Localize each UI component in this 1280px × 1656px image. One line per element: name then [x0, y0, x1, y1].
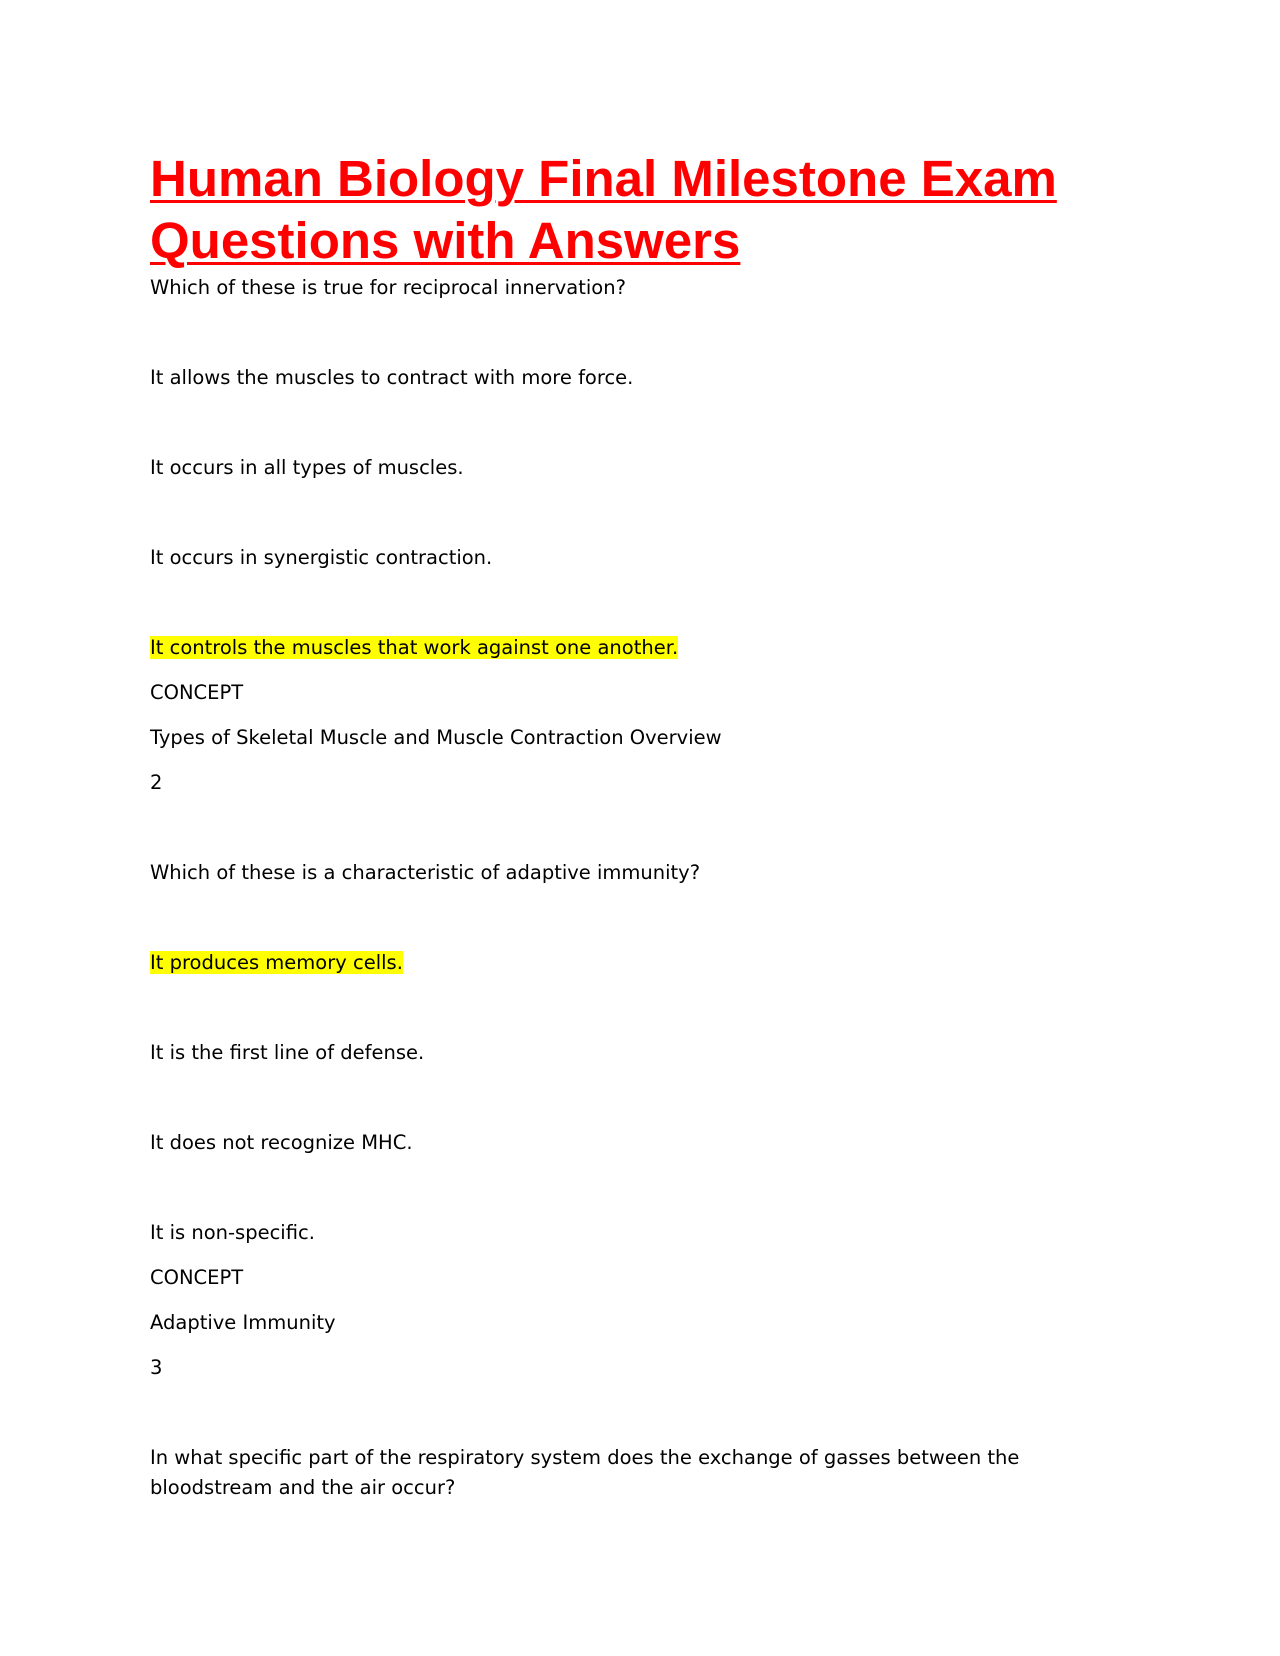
question-2-option-3: It does not recognize MHC. — [150, 1131, 413, 1154]
question-2-concept: Adaptive Immunity — [150, 1311, 336, 1334]
question-2-option-1-answer — [150, 948, 403, 978]
highlighted-answer: It produces memory cells. — [150, 951, 403, 974]
question-1-option-3: It occurs in synergistic contraction. — [150, 546, 493, 569]
question-2-option-2: It is the first line of defense. — [150, 1041, 425, 1064]
question-1-concept: Types of Skeletal Muscle and Muscle Contraction Overview — [150, 726, 722, 749]
question-2-text: Which of these is a characteristic of adaptive immunity? — [150, 861, 701, 884]
question-1-option-4-answer — [150, 633, 678, 663]
question-3-number: 3 — [150, 1356, 163, 1379]
question-2-concept-label: CONCEPT — [150, 1266, 244, 1289]
question-1-concept-label: CONCEPT — [150, 681, 244, 704]
document-title: Human Biology Final Milestone Exam Questions with Answers — [150, 150, 1057, 269]
question-3-text: In what specific part of the respiratory system does the exchange of gasses between the bloodstream and the air occur? — [150, 1446, 1020, 1499]
highlighted-answer: It controls the muscles that work against one another. — [150, 636, 679, 659]
question-1-option-1: It allows the muscles to contract with more force. — [150, 366, 634, 389]
question-2-option-4: It is non-specific. — [150, 1221, 315, 1244]
question-2-number: 2 — [150, 771, 163, 794]
question-1-text: Which of these is true for reciprocal innervation? — [150, 276, 626, 299]
question-1-option-2: It occurs in all types of muscles. — [150, 456, 464, 479]
